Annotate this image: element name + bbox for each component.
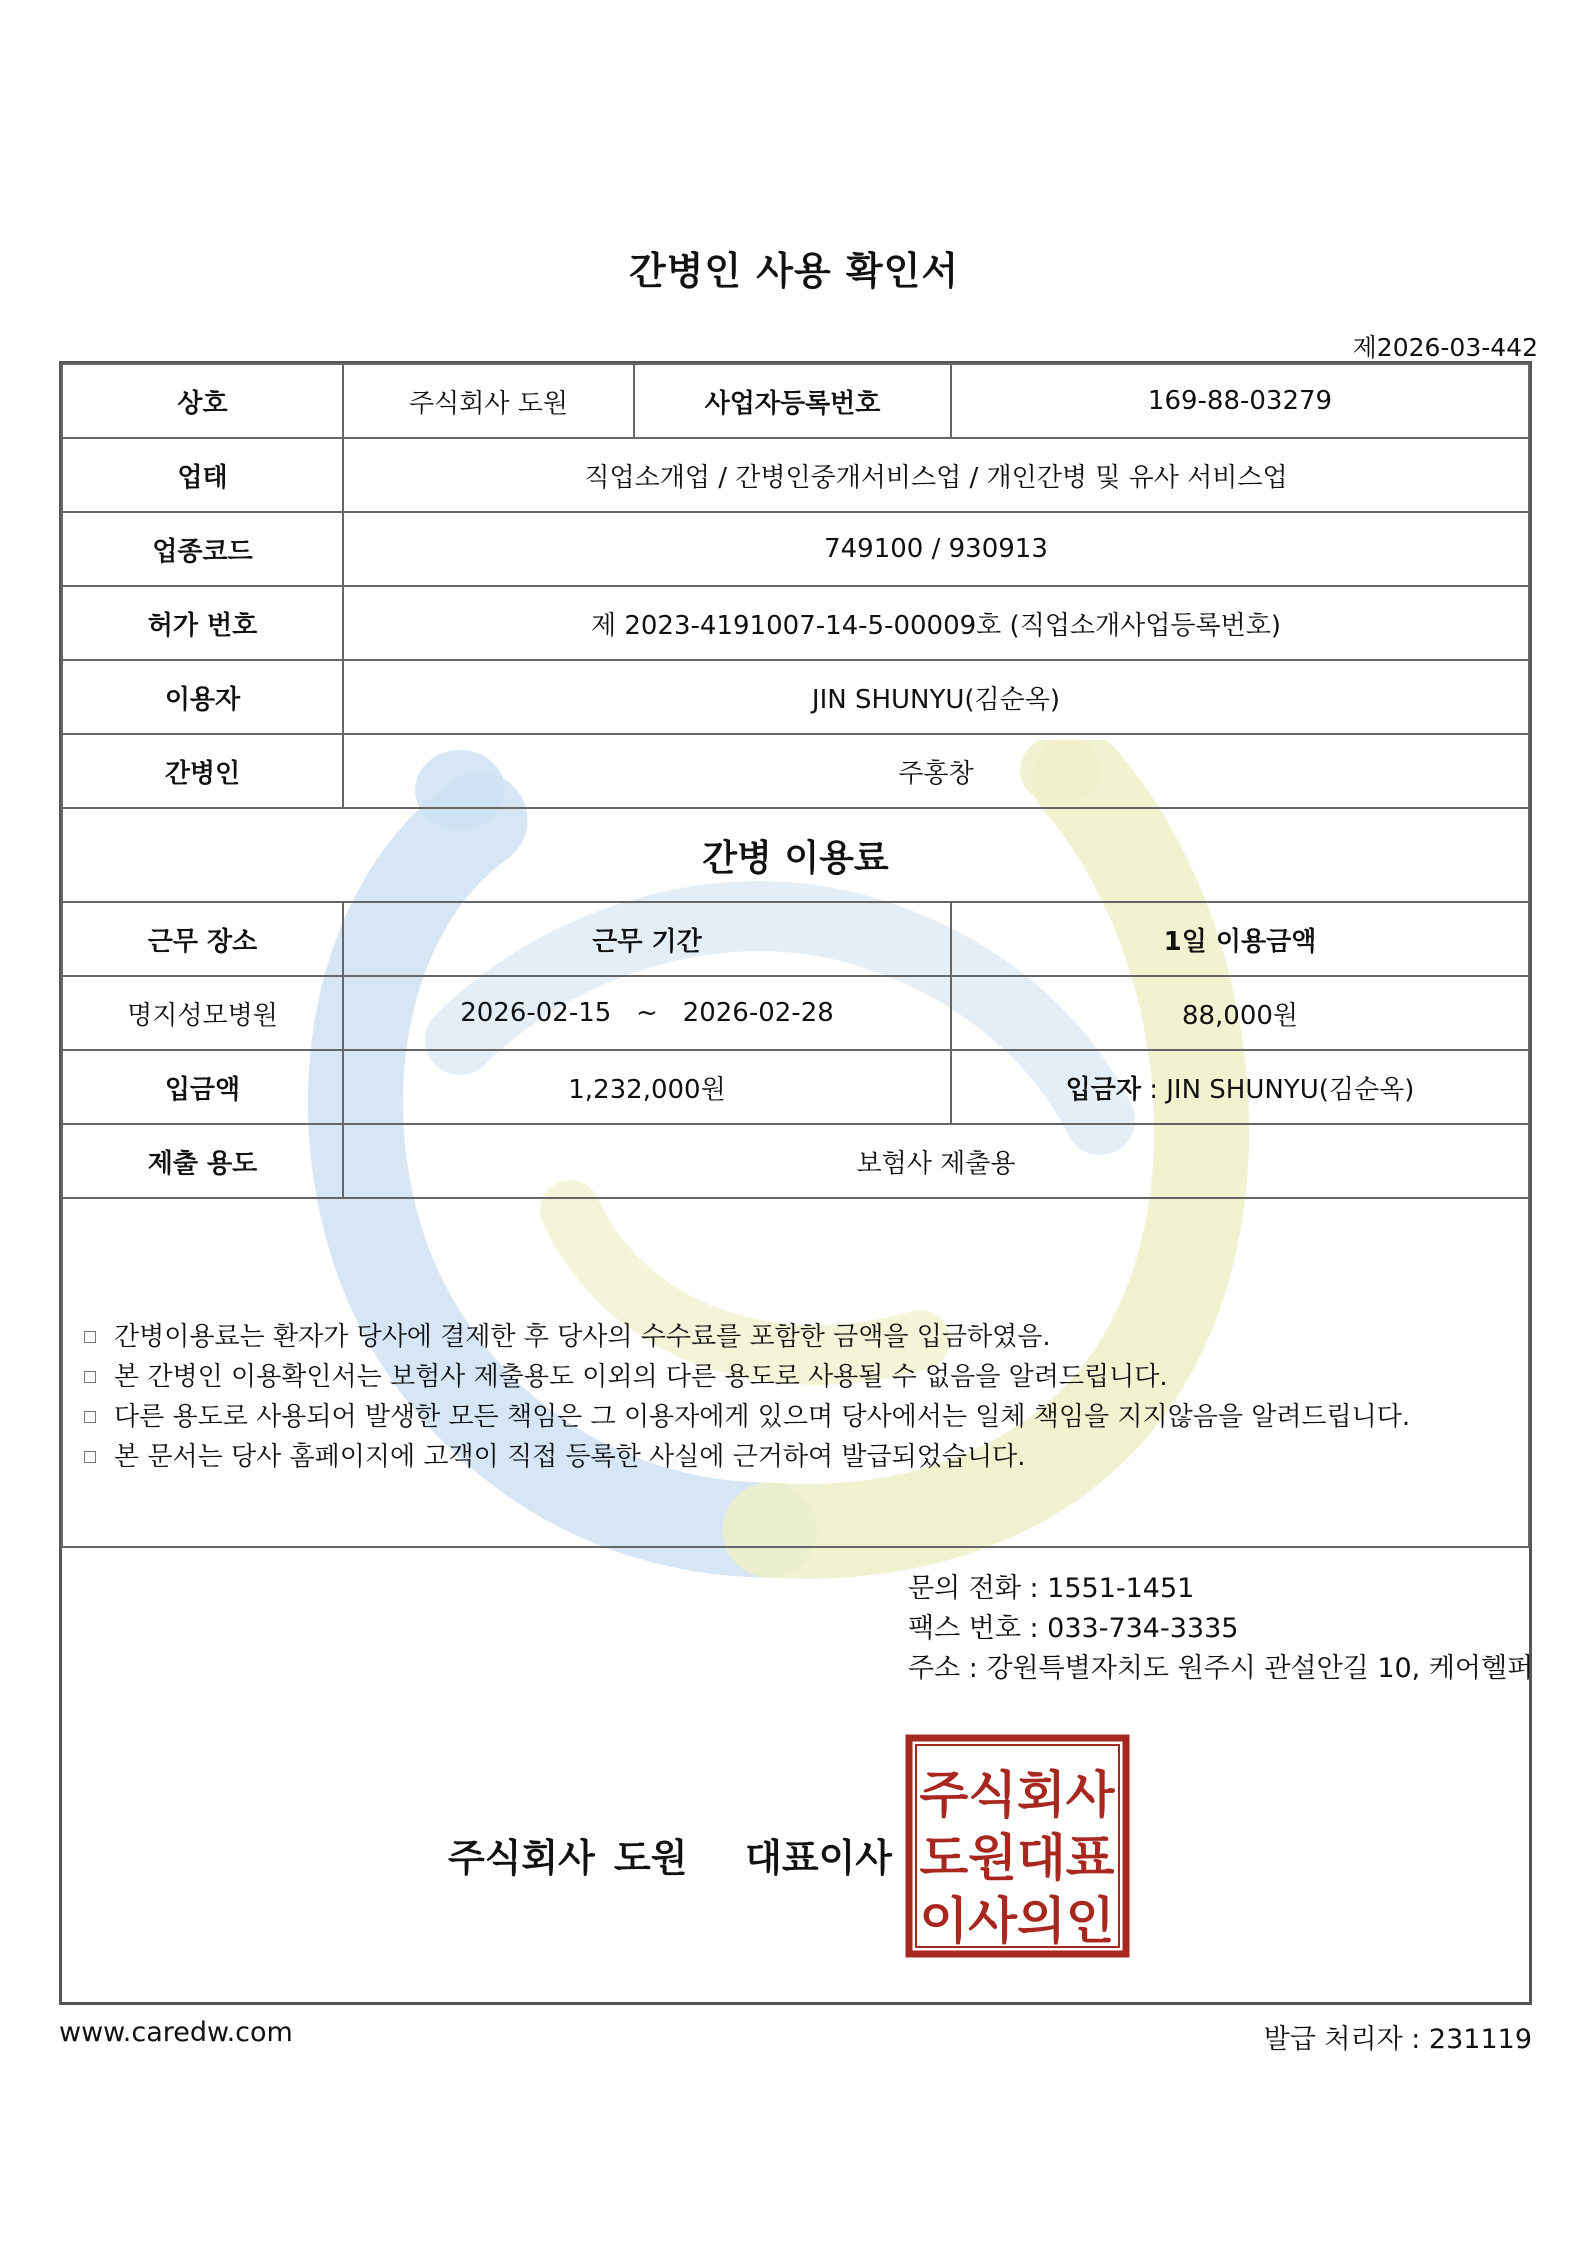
bizno-value: 169-88-03279 <box>950 363 1530 439</box>
license-label: 허가 번호 <box>61 585 344 661</box>
industry-value: 749100 / 930913 <box>342 511 1530 587</box>
caregiver-value: 주홍창 <box>342 733 1530 809</box>
footer-issuer: 발급 처리자 : 231119 <box>1263 2024 1532 2055</box>
seal-line-2: 도원대표 <box>919 1829 1116 1887</box>
place-label: 근무 장소 <box>61 901 344 977</box>
note-text: 다른 용도로 사용되어 발생한 모든 책임은 그 이용자에게 있으며 당사에서는 일체 책임을 지지않음을 알려드립니다. <box>114 1402 1411 1432</box>
company-seal <box>905 1734 1130 1958</box>
user-label: 이용자 <box>61 659 344 735</box>
period-label: 근무 기간 <box>342 901 952 977</box>
industry-label: 업종코드 <box>61 511 344 587</box>
notes-list <box>84 1317 1410 1477</box>
square-bullet-icon <box>84 1411 96 1423</box>
seal-line-3: 이사의인 <box>919 1892 1115 1950</box>
license-value: 제 2023-4191007-14-5-00009호 (직업소개사업등록번호) <box>342 585 1530 661</box>
note-text: 본 간병인 이용확인서는 보험사 제출용도 이외의 다른 용도로 사용될 수 없음을 알려드립니다. <box>114 1362 1168 1392</box>
company-value: 주식회사 도원 <box>342 363 635 439</box>
business-label: 업태 <box>61 437 344 513</box>
contact-address: 주소 : 강원특별자치도 원주시 관설안길 10, 케어헬퍼 <box>908 1653 1534 1684</box>
caregiver-label: 간병인 <box>61 733 344 809</box>
purpose-label: 제출 용도 <box>61 1123 344 1199</box>
note-text: 본 문서는 당사 홈페이지에 고객이 직접 등록한 사실에 근거하여 발급되었습니다. <box>114 1442 1026 1472</box>
contact-info <box>908 1569 1533 1689</box>
purpose-value: 보험사 제출용 <box>342 1123 1530 1199</box>
note-item <box>84 1437 1410 1477</box>
depositor-value: : JIN SHUNYU(김순옥) <box>1140 1074 1415 1105</box>
period-value: 2026-02-15 ~ 2026-02-28 <box>342 975 952 1051</box>
deposit-value: 1,232,000원 <box>342 1049 952 1125</box>
place-value: 명지성모병원 <box>61 975 344 1051</box>
seal-line-1: 주식회사 <box>919 1766 1116 1824</box>
note-text: 간병이용료는 환자가 당사에 결제한 후 당사의 수수료를 포함한 금액을 입금하였음. <box>114 1322 1051 1352</box>
depositor-label: 입금자 <box>1065 1074 1141 1105</box>
note-item <box>84 1397 1410 1437</box>
square-bullet-icon <box>84 1451 96 1463</box>
deposit-label: 입금액 <box>61 1049 344 1125</box>
square-bullet-icon <box>84 1331 96 1343</box>
fee-section-title: 간병 이용료 <box>61 807 1530 903</box>
company-label: 상호 <box>61 363 344 439</box>
bizno-label: 사업자등록번호 <box>633 363 952 439</box>
document-number: 제2026-03-442 <box>1352 333 1538 362</box>
user-value: JIN SHUNYU(김순옥) <box>342 659 1530 735</box>
square-bullet-icon <box>84 1371 96 1383</box>
contact-phone: 문의 전화 : 1551-1451 <box>908 1573 1195 1604</box>
daily-fee-label: 1일 이용금액 <box>950 901 1530 977</box>
daily-fee-value: 88,000원 <box>950 975 1530 1051</box>
contact-fax: 팩스 번호 : 033-734-3335 <box>908 1613 1239 1644</box>
footer-website: www.caredw.com <box>59 2017 293 2048</box>
signature-line: 주식회사 도원 대표이사 <box>448 1836 892 1880</box>
note-item <box>84 1317 1410 1357</box>
business-value: 직업소개업 / 간병인중개서비스업 / 개인간병 및 유사 서비스업 <box>342 437 1530 513</box>
note-item <box>84 1357 1410 1397</box>
depositor-cell <box>950 1049 1530 1125</box>
document-title: 간병인 사용 확인서 <box>628 249 960 293</box>
